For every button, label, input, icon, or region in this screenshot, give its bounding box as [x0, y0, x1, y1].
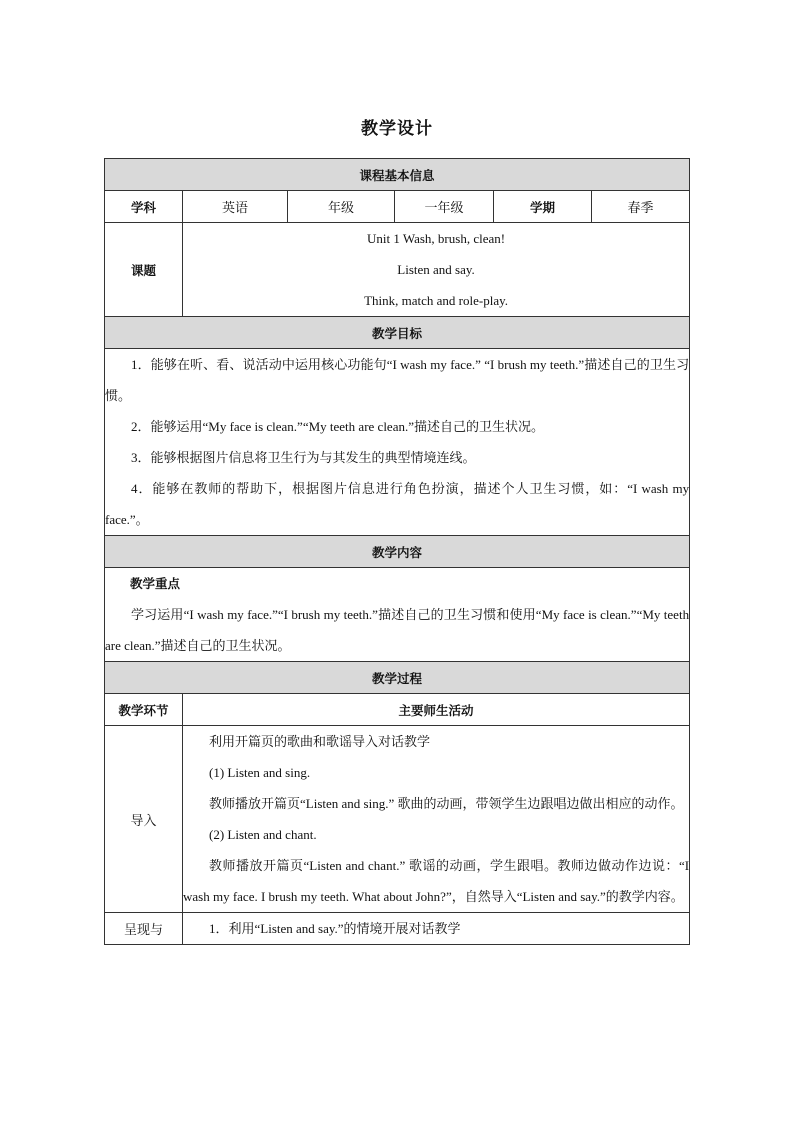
- activity-line: 利用开篇页的歌曲和歌谣导入对话教学: [209, 734, 431, 749]
- process-col-stage: 教学环节: [105, 694, 183, 726]
- objectives-list: [105, 349, 690, 536]
- subject-value: 英语: [183, 191, 288, 223]
- key-points-title: 教学重点: [130, 576, 181, 591]
- objective-item: 4．能够在教师的帮助下，根据图片信息进行角色扮演，描述个人卫生习惯，如：“I wash my face.”。: [105, 481, 690, 527]
- topic-label: 课题: [105, 223, 183, 317]
- key-points-text: 学习运用“I wash my face.”“I brush my teeth.”描述自己的卫生习惯和使用“My face is clean.”“My teeth are clean.”描述自己的卫生状况。: [105, 607, 690, 653]
- section-header-objectives: 教学目标: [105, 317, 690, 349]
- topic-line: Unit 1 Wash, brush, clean!: [367, 231, 506, 246]
- grade-value: 一年级: [395, 191, 494, 223]
- stage-name: 导入: [105, 726, 183, 913]
- stage-activities: [183, 913, 690, 945]
- topic-line: Think, match and role-play.: [364, 293, 508, 308]
- activity-line: 教师播放开篇页“Listen and sing.” 歌曲的动画，带领学生边跟唱边做出相应的动作。: [209, 796, 684, 811]
- activity-line: (2) Listen and chant.: [209, 827, 317, 842]
- section-header-content: 教学内容: [105, 536, 690, 568]
- stage-activities: [183, 726, 690, 913]
- objective-item: 3．能够根据图片信息将卫生行为与其发生的典型情境连线。: [131, 450, 476, 465]
- page-title: 教学设计: [361, 119, 433, 139]
- topic-line: Listen and say.: [397, 262, 475, 277]
- term-label: 学期: [494, 191, 592, 223]
- grade-label: 年级: [288, 191, 395, 223]
- content-body: [105, 568, 690, 662]
- stage-name: 呈现与: [105, 913, 183, 945]
- subject-label: 学科: [105, 191, 183, 223]
- section-header-basic-info: 课程基本信息: [105, 159, 690, 191]
- objective-item: 2．能够运用“My face is clean.”“My teeth are clean.”描述自己的卫生状况。: [131, 419, 544, 434]
- lesson-plan-table: [104, 158, 690, 945]
- section-header-process: 教学过程: [105, 662, 690, 694]
- activity-line: 教师播放开篇页“Listen and chant.” 歌谣的动画，学生跟唱。教师边做动作边说：“I wash my face. I brush my teeth. What about John?”，自然导入“Listen and say.”的教学内容。: [183, 858, 690, 904]
- process-col-activity: 主要师生活动: [183, 694, 690, 726]
- objective-item: 1．能够在听、看、说活动中运用核心功能句“I wash my face.” “I brush my teeth.”描述自己的卫生习惯。: [105, 357, 690, 403]
- activity-line: 1．利用“Listen and say.”的情境开展对话教学: [209, 921, 461, 936]
- term-value: 春季: [592, 191, 690, 223]
- activity-line: (1) Listen and sing.: [209, 765, 311, 780]
- topic-value: [183, 223, 690, 317]
